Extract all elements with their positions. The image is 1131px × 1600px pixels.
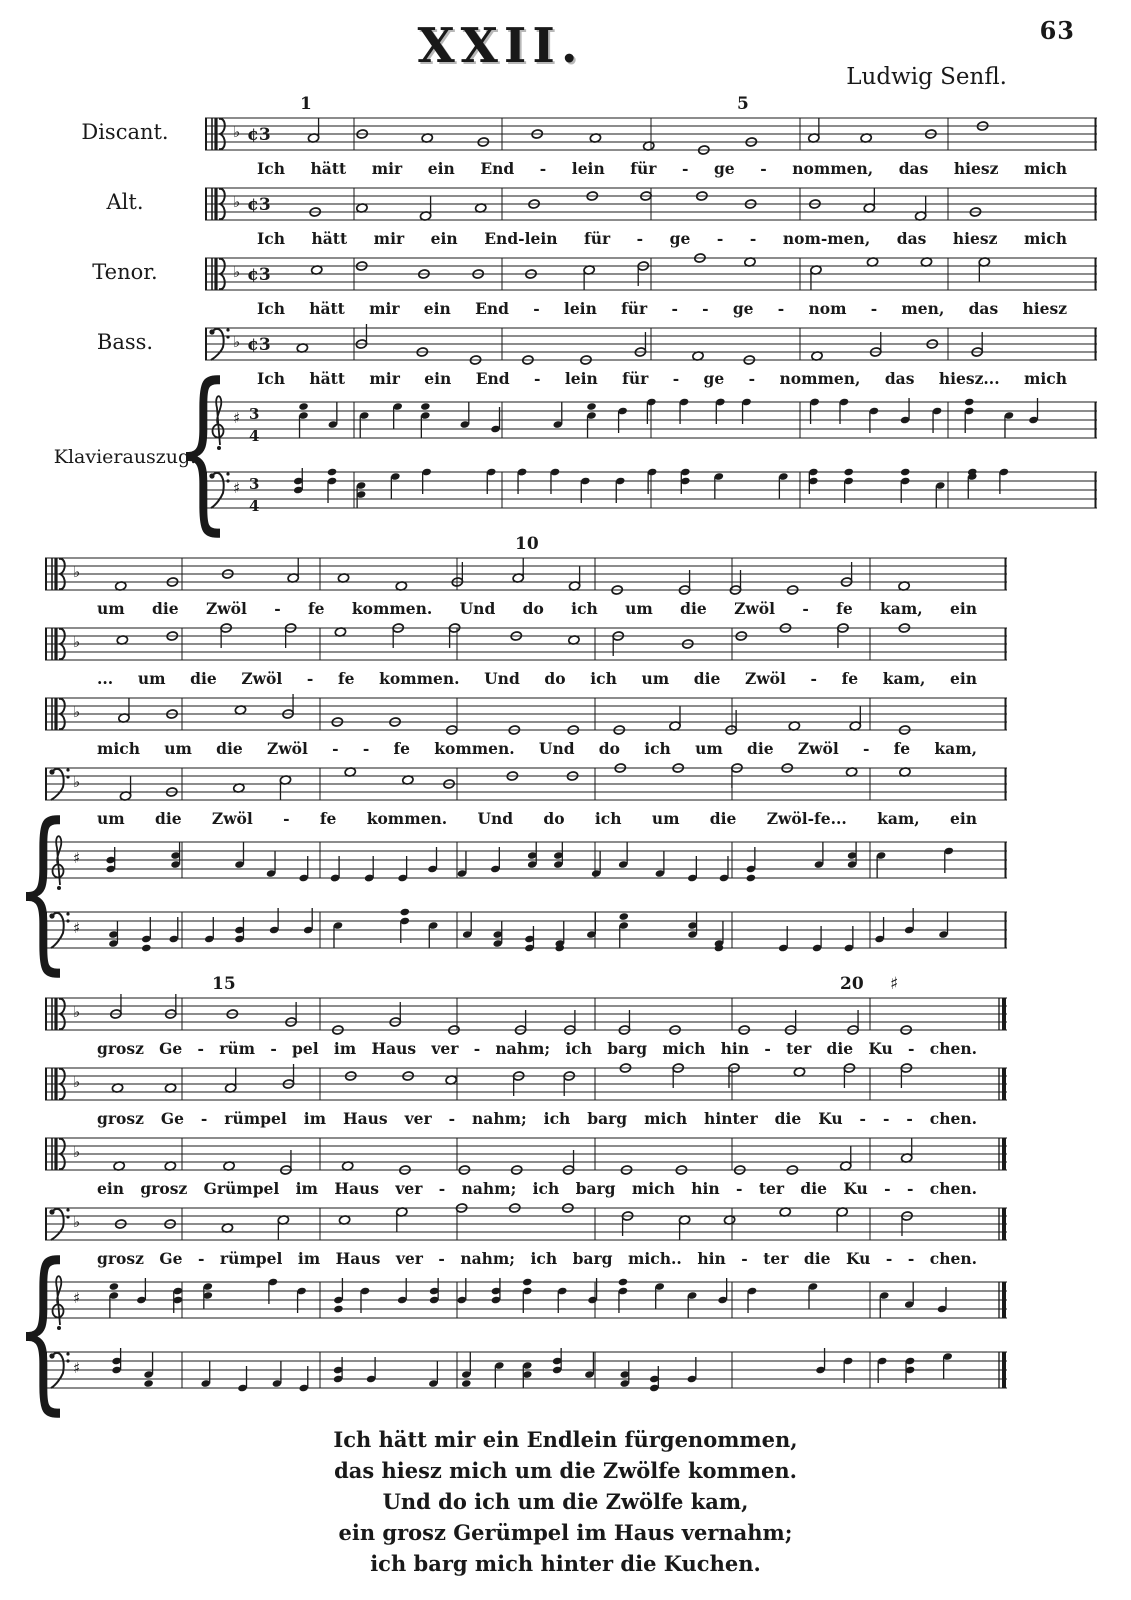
bass-row <box>45 762 1007 829</box>
voice-label-tenor: Tenor. <box>92 260 158 284</box>
discant-staff-notation <box>205 112 1097 158</box>
measure-number: 5 <box>737 94 749 114</box>
piano-bass-staff-notation <box>205 462 1097 522</box>
measure-number: 10 <box>515 534 539 554</box>
song-text-block <box>0 1424 1131 1579</box>
bass-row <box>45 1202 1007 1269</box>
sharp-accidental-icon: ♯ <box>890 974 899 994</box>
tenor-row <box>45 1132 1007 1199</box>
poem-line: ein grosz Gerümpel im Haus vernahm; <box>338 1520 793 1546</box>
tenor-staff-notation <box>205 252 1097 298</box>
piano-brace-icon <box>15 1254 30 1404</box>
svg-text:¢3: ¢3 <box>247 335 271 355</box>
poem-line: das hiesz mich um die Zwölfe kommen. <box>334 1458 797 1484</box>
discant-lyrics: Ich hätt mir ein End - lein für - ge - nommen, das hiesz mich <box>257 159 1067 178</box>
alt-staff-notation <box>45 622 1007 668</box>
piano-bass-staff-notation <box>45 1342 1007 1402</box>
bass-lyrics: grosz Ge - rümpel im Haus ver - nahm; ich barg mich.. hin - ter die Ku - - chen. <box>97 1249 977 1268</box>
alt-staff-area <box>205 182 1097 249</box>
svg-text:♭: ♭ <box>233 333 241 351</box>
piano-brace-icon <box>15 814 30 964</box>
system-2 <box>45 536 1007 962</box>
measure-number: 20 <box>840 974 864 994</box>
svg-text:♭: ♭ <box>73 633 81 651</box>
piano-treble-staff-notation <box>45 1272 1007 1332</box>
svg-text:♭: ♭ <box>233 263 241 281</box>
piano-treble-staff-notation <box>205 392 1097 452</box>
bass-row <box>45 322 1097 389</box>
alt-staff-notation <box>205 182 1097 228</box>
svg-text:4: 4 <box>249 497 260 515</box>
piano-bass-staff-notation <box>45 902 1007 962</box>
alt-lyrics: grosz Ge - rümpel im Haus ver - nahm; ich barg mich hinter die Ku - - - chen. <box>97 1109 977 1128</box>
bass-staff-area <box>45 762 1007 829</box>
svg-text:♭: ♭ <box>73 563 81 581</box>
alt-row <box>45 182 1097 249</box>
svg-text:♯: ♯ <box>73 1359 81 1377</box>
alt-row <box>45 622 1007 689</box>
poem-line: Und do ich um die Zwölfe kam, <box>382 1489 749 1515</box>
svg-text:♭: ♭ <box>233 193 241 211</box>
system-1 <box>45 96 1097 522</box>
svg-text:♭: ♭ <box>73 1143 81 1161</box>
measure-marks-system-2 <box>45 536 1007 552</box>
svg-text:♯: ♯ <box>233 479 241 497</box>
discant-lyrics: grosz Ge - rüm - pel im Haus ver - nahm; ich barg mich hin - ter die Ku - chen. <box>97 1039 977 1058</box>
discant-lyrics: um die Zwöl - fe kommen. Und do ich um die Zwöl - fe kam, ein <box>97 599 977 618</box>
piano-row <box>45 392 1097 522</box>
page-header <box>0 0 1131 96</box>
discant-staff-notation <box>45 552 1007 598</box>
svg-text:♭: ♭ <box>73 1003 81 1021</box>
bass-staff-notation <box>45 1202 1007 1248</box>
discant-staff-area <box>45 552 1007 619</box>
svg-text:¢3: ¢3 <box>247 195 271 215</box>
svg-text:♯: ♯ <box>233 409 241 427</box>
voice-label-klavierauszug: Klavierauszug. <box>53 446 197 468</box>
piano-staff-area <box>205 392 1097 522</box>
page-number: 63 <box>1039 16 1075 45</box>
poem-line: Ich hätt mir ein Endlein fürgenommen, <box>333 1427 798 1452</box>
svg-text:♯: ♯ <box>73 919 81 937</box>
svg-text:¢3: ¢3 <box>247 265 271 285</box>
bass-staff-area <box>45 1202 1007 1269</box>
voice-label-alt: Alt. <box>106 190 144 214</box>
alt-lyrics: Ich hätt mir ein End-lein für - ge - - nom-men, das hiesz mich <box>257 229 1067 248</box>
measure-number: 15 <box>212 974 236 994</box>
svg-text:♭: ♭ <box>73 1073 81 1091</box>
piano-treble-staff-notation <box>45 832 1007 892</box>
svg-text:♭: ♭ <box>73 773 81 791</box>
piano-row <box>45 832 1007 962</box>
tenor-staff-notation <box>45 1132 1007 1178</box>
bass-staff-notation <box>45 762 1007 808</box>
piano-staff-area <box>45 832 1007 962</box>
composer-name: Ludwig Senfl. <box>846 64 1007 90</box>
svg-text:4: 4 <box>249 427 260 445</box>
piano-staff-area <box>45 1272 1007 1402</box>
tenor-staff-area <box>205 252 1097 319</box>
alt-row <box>45 1062 1007 1129</box>
discant-staff-area <box>45 992 1007 1059</box>
system-3 <box>45 976 1007 1402</box>
piece-title: XXII. <box>417 18 584 74</box>
svg-text:3: 3 <box>249 475 260 493</box>
poem-line: ich barg mich hinter die Kuchen. <box>370 1551 761 1577</box>
svg-text:♯: ♯ <box>73 1289 81 1307</box>
svg-text:♯: ♯ <box>73 849 81 867</box>
bass-staff-notation <box>205 322 1097 368</box>
measure-marks-system-1 <box>45 96 1097 112</box>
tenor-lyrics: mich um die Zwöl - - fe kommen. Und do ich um die Zwöl - fe kam, <box>97 739 977 758</box>
alt-staff-area <box>45 622 1007 689</box>
svg-text:¢3: ¢3 <box>247 125 271 145</box>
alt-staff-notation <box>45 1062 1007 1108</box>
svg-text:3: 3 <box>249 405 260 423</box>
piano-row <box>45 1272 1007 1402</box>
alt-staff-area <box>45 1062 1007 1129</box>
voice-label-discant: Discant. <box>81 120 169 144</box>
voice-label-bass: Bass. <box>96 330 154 354</box>
discant-row <box>45 112 1097 179</box>
tenor-staff-area <box>45 692 1007 759</box>
bass-staff-area <box>205 322 1097 389</box>
tenor-staff-notation <box>45 692 1007 738</box>
discant-row <box>45 552 1007 619</box>
measure-marks-system-3 <box>45 976 1007 992</box>
svg-text:♭: ♭ <box>73 1213 81 1231</box>
bass-lyrics: Ich hätt mir ein End - lein für - ge - nommen, das hiesz... mich <box>257 369 1067 388</box>
alt-lyrics: ... um die Zwöl - fe kommen. Und do ich um die Zwöl - fe kam, ein <box>97 669 977 688</box>
svg-text:♭: ♭ <box>73 703 81 721</box>
svg-text:♭: ♭ <box>233 123 241 141</box>
tenor-row <box>45 692 1007 759</box>
tenor-staff-area <box>45 1132 1007 1199</box>
discant-staff-area <box>205 112 1097 179</box>
bass-lyrics: um die Zwöl - fe kommen. Und do ich um die Zwöl-fe... kam, ein <box>97 809 977 828</box>
tenor-row <box>45 252 1097 319</box>
discant-row <box>45 992 1007 1059</box>
tenor-lyrics: ein grosz Grümpel im Haus ver - nahm; ich barg mich hin - ter die Ku - - chen. <box>97 1179 977 1198</box>
tenor-lyrics: Ich hätt mir ein End - lein für - - ge - nom - men, das hiesz <box>257 299 1067 318</box>
discant-staff-notation <box>45 992 1007 1038</box>
measure-number: 1 <box>300 94 312 114</box>
